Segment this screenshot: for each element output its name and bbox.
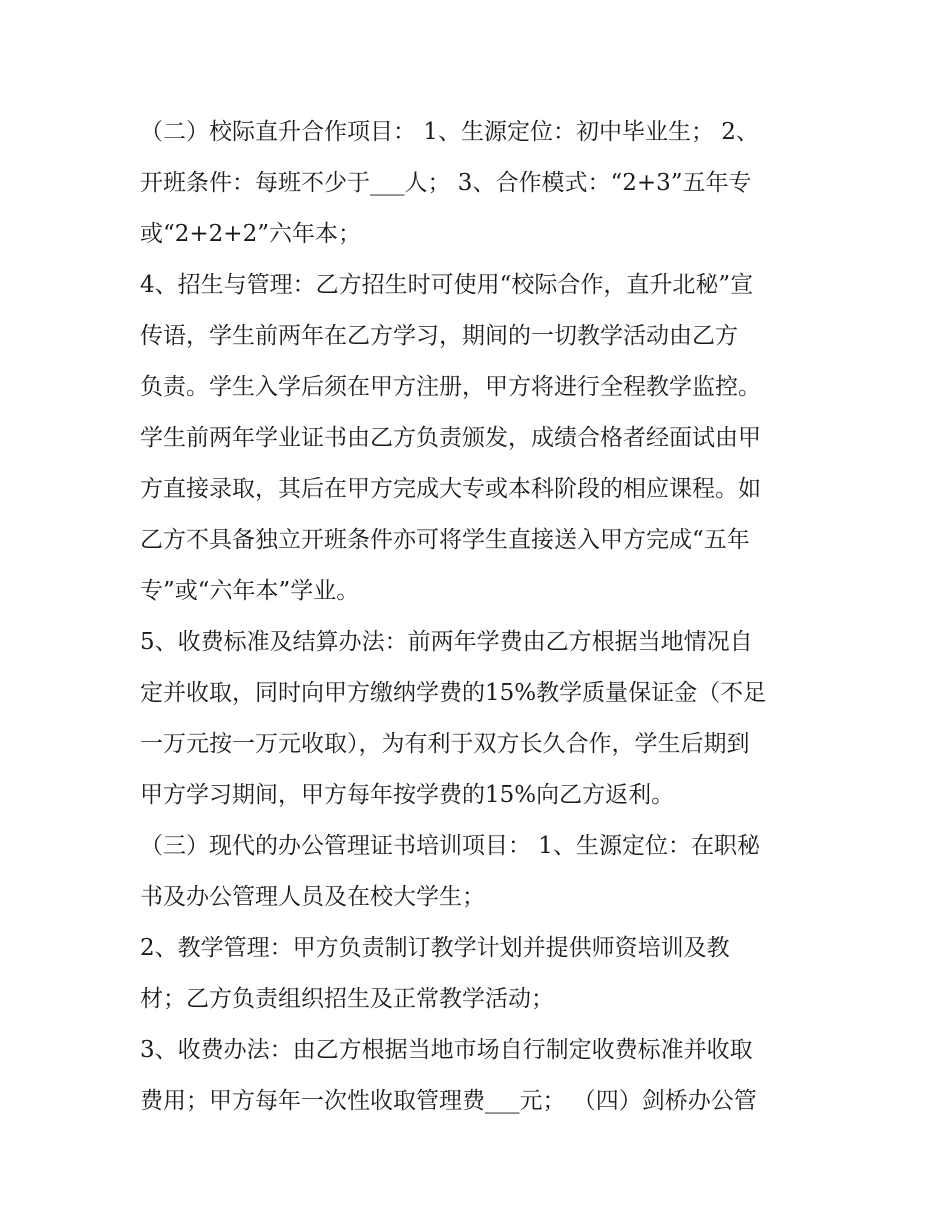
text-line: 或“2+2+2”六年本； [140,221,361,247]
text-line: 一万元按一万元收取），为有利于双方长久合作，学生后期到 [140,731,750,757]
contract-text [140,107,830,1127]
text-line: 甲方学习期间，甲方每年按学费的15%向乙方返利。 [140,782,675,808]
text-line: 方直接录取，其后在甲方完成大专或本科阶段的相应课程。如 [140,476,761,502]
text-line: 费用；甲方每年一次性收取管理费___元； （四）剑桥办公管 [140,1088,757,1114]
text-line: 4、招生与管理：乙方招生时可使用“校际合作，直升北秘”宣 [140,272,754,298]
text-line: 5、收费标准及结算办法：前两年学费由乙方根据当地情况自 [140,629,753,655]
text-line: 负责。学生入学后须在甲方注册，甲方将进行全程教学监控。 [140,374,761,400]
text-line: 定并收取，同时向甲方缴纳学费的15%教学质量保证金（不足 [140,680,767,706]
text-line: 材；乙方负责组织招生及正常教学活动； [140,986,554,1012]
text-line: 2、教学管理：甲方负责制订教学计划并提供师资培训及教 [140,935,730,961]
text-line: 专”或“六年本”学业。 [140,578,360,604]
text-line: （二）校际直升合作项目： 1、生源定位：初中毕业生； 2、 [140,119,759,145]
text-line: 书及办公管理人员及在校大学生； [140,884,485,910]
text-line: （三）现代的办公管理证书培训项目： 1、生源定位：在职秘 [140,833,760,859]
text-line: 3、收费办法：由乙方根据当地市场自行制定收费标准并收取 [140,1037,753,1063]
text-line: 开班条件：每班不少于___人； 3、合作模式：“2+3”五年专 [140,170,752,196]
text-line: 乙方不具备独立开班条件亦可将学生直接送入甲方完成“五年 [140,527,750,553]
text-line: 传语，学生前两年在乙方学习，期间的一切教学活动由乙方 [140,323,738,349]
text-line: 学生前两年学业证书由乙方负责颁发，成绩合格者经面试由甲 [140,425,761,451]
